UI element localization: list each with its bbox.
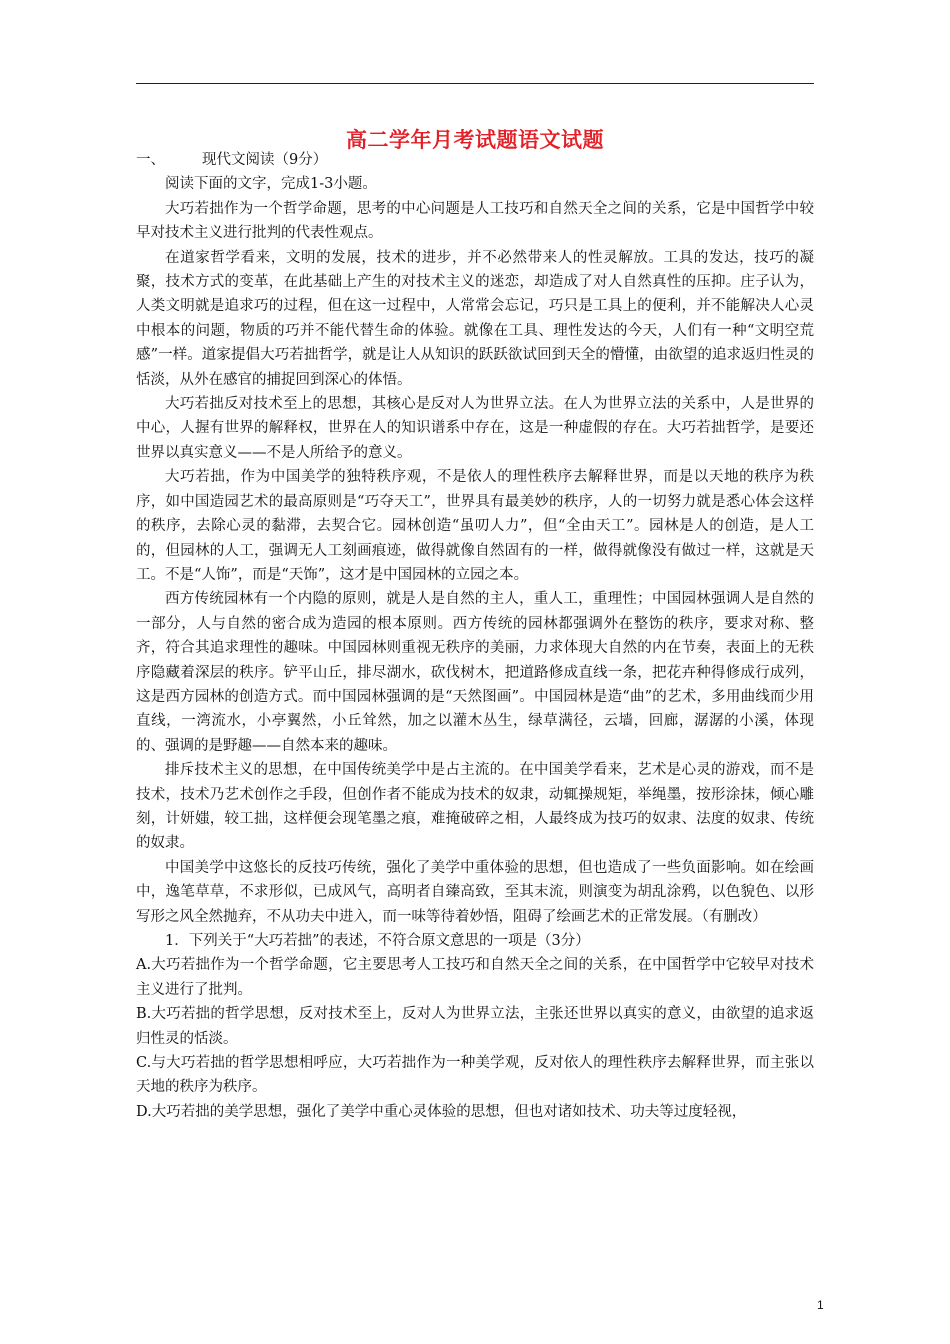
option-b: B.大巧若拙的哲学思想，反对技术至上，反对人为世界立法，主张还世界以真实的意义，由欲望的追求返归性灵的恬淡。 [136,1006,814,1047]
document-title: 高二学年月考试题语文试题 [346,127,604,152]
paragraph: 排斥技术主义的思想，在中国传统美学中是占主流的。在中国美学看来，艺术是心灵的游戏，而不是技术，技术乃艺术创作之手段，但创作者不能成为技术的奴隶，动辄操规矩，举绳墨，按形涂抹，倾心雕刻，计妍媸，较工拙，这样便会现笔墨之痕，难掩破碎之相，人最终成为技巧的奴隶、法度的奴隶、传统的奴隶。 [136,762,814,852]
option-d: D.大巧若拙的美学思想，强化了美学中重心灵体验的思想，但也对诸如技术、功夫等过度轻视， [136,1103,747,1120]
section-number: 一、 [136,152,165,168]
question-stem: 1．下列关于“大巧若拙”的表述，不符合原文意思的一项是（3分） [165,933,590,949]
header-rule [136,83,814,84]
paragraph: 大巧若拙作为一个哲学命题，思考的中心问题是人工技巧和自然天全之间的关系，它是中国哲学中较早对技术主义进行批判的代表性观点。 [136,200,814,242]
section-label: 现代文阅读（9分） [202,152,328,168]
paragraph: 大巧若拙反对技术至上的思想，其核心是反对人为世界立法。在人为世界立法的关系中，人是世界的中心，人握有世界的解释权，世界在人的知识谱系中存在，这是一种虚假的存在。大巧若拙哲学，是要还世界以真实意义——不是人所给予的意义。 [136,396,814,461]
option-a: A.大巧若拙作为一个哲学命题，它主要思考人工技巧和自然天全之间的关系，在中国哲学中它较早对技术主义进行了批判。 [136,957,814,998]
document-body [136,148,814,1124]
reading-instruction: 阅读下面的文字，完成1-3小题。 [165,176,377,193]
section-heading [136,148,814,172]
paragraph: 大巧若拙，作为中国美学的独特秩序观，不是依人的理性秩序去解释世界，而是以天地的秩序为秩序，如中国造园艺术的最高原则是“巧夺天工”，世界具有最美妙的秩序，人的一切努力就是悉心体会这样的秩序，去除心灵的黏滞，去契合它。园林创造“虽叨人力”，但“全由天工”。园林是人的创造，是人工的，但园林的人工，强调无人工刻画痕迹，做得就像自然固有的一样，做得就像没有做过一样，这就是天工。不是“人饰”，而是“天饰”，这才是中国园林的立园之本。 [136,469,814,583]
paragraph: 西方传统园林有一个内隐的原则，就是人是自然的主人，重人工，重理性；中国园林强调人是自然的一部分，人与自然的密合成为造园的根本原则。西方传统的园林都强调外在整饬的秩序，要求对称、整齐，符合其追求理性的趣味。中国园林则重视无秩序的美丽，力求体现大自然的内在节奏，表面上的无秩序隐藏着深层的秩序。铲平山丘，排尽湖水，砍伐树木，把道路修成直线一条，把花卉种得修成行成列，这是西方园林的创造方式。而中国园林强调的是“天然图画”。中国园林是造“曲”的艺术，多用曲线而少用直线，一湾流水，小亭翼然，小丘耸然，加之以灌木丛生，绿草满径，云墙，回廊，潺潺的小溪，体现的、强调的是野趣——自然本来的趣味。 [136,591,814,754]
paragraph: 中国美学中这悠长的反技巧传统，强化了美学中重体验的思想，但也造成了一些负面影响。如在绘画中，逸笔草草，不求形似，已成风气，高明者自臻高致，至其末流，则演变为胡乱涂鸦，以色貌色、以形写形之风全然抛弃，不从功夫中进入，而一味等待着妙悟，阻碍了绘画艺术的正常发展。（有删改） [136,859,814,925]
option-c: C.与大巧若拙的哲学思想相呼应，大巧若拙作为一种美学观，反对依人的理性秩序去解释世界，而主张以天地的秩序为秩序。 [136,1055,814,1096]
paragraph: 在道家哲学看来，文明的发展，技术的进步，并不必然带来人的性灵解放。工具的发达，技巧的凝聚，技术方式的变革，在此基础上产生的对技术主义的迷恋，却造成了对人自然真性的压抑。庄子认为，人类文明就是追求巧的过程，但在这一过程中，人常常会忘记，巧只是工具上的便利，并不能解决人心灵中根本的问题，物质的巧并不能代替生命的体验。就像在工具、理性发达的今天，人们有一种“文明空荒感”一样。道家提倡大巧若拙哲学，就是让人从知识的跃跃欲试回到天全的懵懂，由欲望的追求返归性灵的恬淡，从外在感官的捕捉回到深心的体悟。 [136,249,814,388]
page-number: 1 [817,1298,824,1312]
